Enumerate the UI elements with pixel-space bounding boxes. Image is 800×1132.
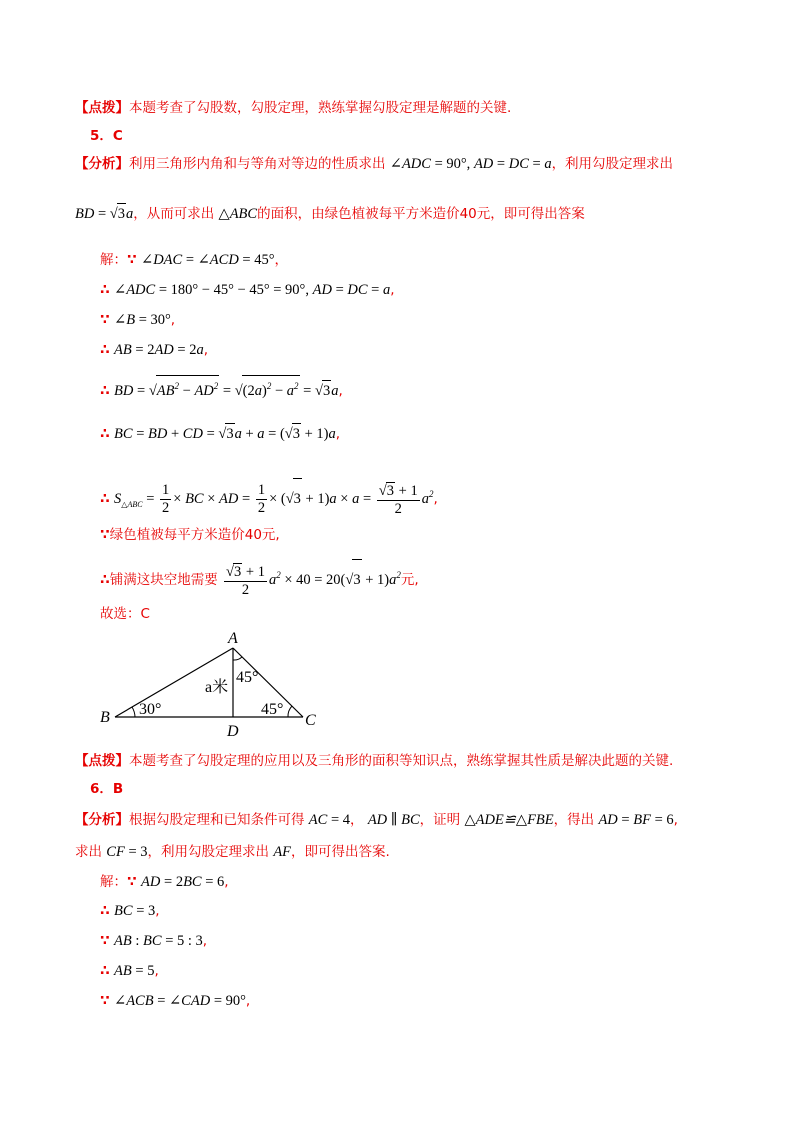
therefore-symbol: ∴ bbox=[100, 963, 110, 979]
math-congruent: △ADE≌△FBE bbox=[464, 812, 554, 828]
q6-step4: ∴ AB = 5, bbox=[100, 963, 159, 979]
analysis-tag: 【分析】 bbox=[75, 156, 129, 172]
cost-text: 铺满这块空地需要 bbox=[109, 571, 218, 588]
q5-step1: 解：∵ ∠DAC = ∠ACD = 45°， bbox=[100, 252, 289, 268]
q5-tip bbox=[75, 751, 673, 771]
q5-choice: 故选：C bbox=[100, 606, 150, 622]
comma: ， bbox=[274, 252, 289, 268]
analysis-text: ，证明 bbox=[419, 812, 461, 828]
q6-analysis-line1: 【分析】根据勾股定理和已知条件可得 AC = 4， AD ∥ BC，证明 △ADE≌△FBE，得出 AD = BF = 6, bbox=[75, 812, 678, 828]
label-b: B bbox=[100, 709, 110, 726]
analysis-text: ，利用勾股定理求出 bbox=[147, 844, 270, 860]
because-symbol: ∵ bbox=[100, 527, 110, 543]
therefore-symbol: ∴ bbox=[100, 571, 110, 588]
because-symbol: ∵ bbox=[100, 933, 110, 949]
label-a: A bbox=[228, 630, 238, 647]
therefore-symbol: ∴ bbox=[100, 282, 110, 298]
therefore-symbol: ∴ bbox=[100, 342, 110, 358]
q6-step5: ∵ ∠ACB = ∠CAD = 90°, bbox=[100, 993, 251, 1009]
because-symbol: ∵ bbox=[127, 252, 137, 268]
q6-step1: 解：∵ AD = 2BC = 6, bbox=[100, 874, 229, 890]
analysis-text: ，从而可求出 bbox=[133, 206, 215, 222]
unit-text: 元, bbox=[400, 571, 419, 588]
q6-step3: ∵ AB : BC = 5 : 3, bbox=[100, 933, 208, 949]
therefore-symbol: ∴ bbox=[100, 490, 110, 507]
q5-step2: ∴ ∠ADC = 180° − 45° − 45° = 90°, AD = DC = a, bbox=[100, 282, 395, 298]
q5-step5: ∴ BD = $√AB^2 - AD^2 = √(2a)^2 - a^2 = √3a$, bbox=[100, 375, 343, 401]
q5-step8 bbox=[100, 525, 280, 545]
analysis-text: ，即可得出答案. bbox=[291, 844, 390, 860]
tip-tag: 【点拨】 bbox=[75, 100, 129, 116]
therefore-symbol: ∴ bbox=[100, 382, 110, 399]
q4-tip bbox=[75, 98, 511, 118]
sol-prefix: 解： bbox=[100, 252, 127, 268]
q5-analysis-line1 bbox=[75, 154, 673, 174]
math-triangle: △ABC bbox=[218, 206, 258, 222]
q5-step7: ∴ $S_{\triangle ABC}$ = $\frac{1}{2}$ × BC × AD = $\frac{1}{2}$ × (√3 + 1)a × a = $\frac{√3 + 1}{2}$ $a^2$, bbox=[100, 474, 438, 525]
analysis-text: 的面积，由绿色植被每平方米造价40元，即可得出答案 bbox=[257, 206, 585, 222]
analysis-text: 求出 bbox=[75, 844, 102, 860]
because-symbol: ∵ bbox=[127, 874, 137, 890]
tip-text: 本题考查了勾股定理的应用以及三角形的面积等知识点，熟练掌握其性质是解决此题的关键. bbox=[129, 753, 674, 769]
q6-answer: 6．B bbox=[90, 781, 124, 797]
angle-a-arc bbox=[233, 657, 242, 660]
q5-step4: ∴ AB = 2AD = 2a, bbox=[100, 342, 209, 358]
tip-text: 本题考查了勾股数，勾股定理，熟练掌握勾股定理是解题的关键. bbox=[129, 100, 512, 116]
analysis-text: ，得出 bbox=[553, 812, 595, 828]
angle-c-arc bbox=[288, 706, 292, 717]
price-text: 绿色植被每平方米造价40元, bbox=[109, 527, 280, 543]
q5-analysis-line2 bbox=[75, 203, 585, 224]
q5-step6: ∴ BC = BD + CD = √3a + a = (√3 + 1)a, bbox=[100, 423, 340, 444]
label-angle-b: 30° bbox=[139, 701, 162, 718]
q5-answer: 5．C bbox=[90, 128, 123, 144]
analysis-tag: 【分析】 bbox=[75, 812, 129, 828]
tip-tag: 【点拨】 bbox=[75, 753, 129, 769]
therefore-symbol: ∴ bbox=[100, 903, 110, 919]
q5-step3: ∵ ∠B = 30°, bbox=[100, 312, 176, 328]
because-symbol: ∵ bbox=[100, 312, 110, 328]
therefore-symbol: ∴ bbox=[100, 426, 110, 442]
analysis-text: ，利用勾股定理求出 bbox=[551, 156, 674, 172]
q5-step9: ∴铺满这块空地需要 $\frac{√3 + 1}{2}$ $a^2 \times 40 = 20(√3 + 1)a^2$元, bbox=[100, 555, 419, 600]
q6-analysis-line2: 求出 CF = 3，利用勾股定理求出 AF，即可得出答案. bbox=[75, 844, 390, 860]
label-d: D bbox=[227, 723, 239, 740]
label-c: C bbox=[305, 712, 316, 729]
label-angle-a: 45° bbox=[236, 669, 259, 686]
q6-step2: ∴ BC = 3, bbox=[100, 903, 160, 919]
analysis-text: 利用三角形内角和与等角对等边的性质求出 bbox=[129, 156, 386, 172]
triangle-figure bbox=[95, 630, 325, 740]
angle-b-arc bbox=[132, 707, 135, 717]
label-height: a米 bbox=[205, 679, 229, 696]
math-bd: BD = √3a bbox=[75, 206, 133, 222]
math-adc: ∠ADC = 90°, AD = DC = a bbox=[389, 156, 552, 172]
math-af: AF bbox=[273, 844, 292, 860]
label-angle-c: 45° bbox=[261, 701, 284, 718]
because-symbol: ∵ bbox=[100, 993, 110, 1009]
sol-prefix: 解： bbox=[100, 874, 127, 890]
analysis-text: 根据勾股定理和已知条件可得 bbox=[129, 812, 305, 828]
